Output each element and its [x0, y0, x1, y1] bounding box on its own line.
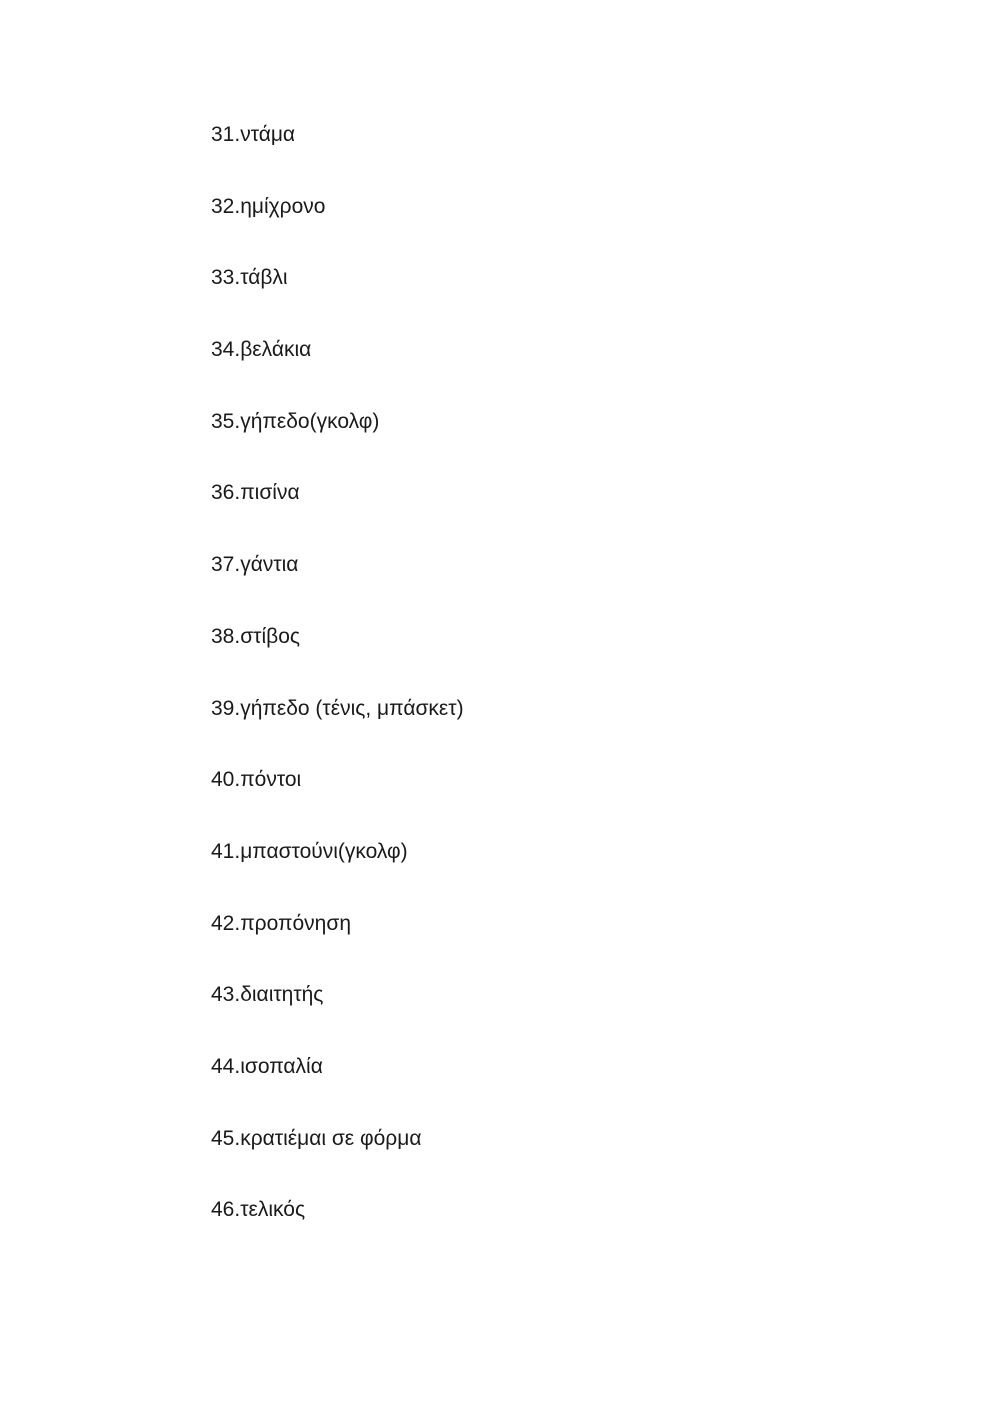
list-item: 45.κρατιέμαι σε φόρμα [211, 1126, 422, 1150]
list-item: 44.ισοπαλία [211, 1054, 323, 1078]
list-item: 33.τάβλι [211, 266, 288, 290]
list-item: 32.ημίχρονο [211, 194, 326, 218]
list-item: 31.ντάμα [211, 123, 296, 146]
list-item: 43.διαιτητής [211, 983, 324, 1007]
list-item: 34.βελάκια [211, 338, 312, 362]
list-item: 38.στίβος [211, 624, 300, 648]
list-item: 35.γήπεδο(γκολφ) [211, 409, 380, 433]
list-item: 40.πόντοι [211, 768, 302, 792]
list-item: 36.πισίνα [211, 481, 300, 505]
list-item: 42.προπόνηση [211, 911, 351, 935]
list-item: 37.γάντια [211, 553, 299, 577]
vocabulary-list [211, 120, 464, 1267]
list-item: 46.τελικός [211, 1198, 306, 1222]
list-item: 39.γήπεδο (τένις, μπάσκετ) [211, 696, 464, 720]
list-item: 41.μπαστούνι(γκολφ) [211, 839, 408, 863]
